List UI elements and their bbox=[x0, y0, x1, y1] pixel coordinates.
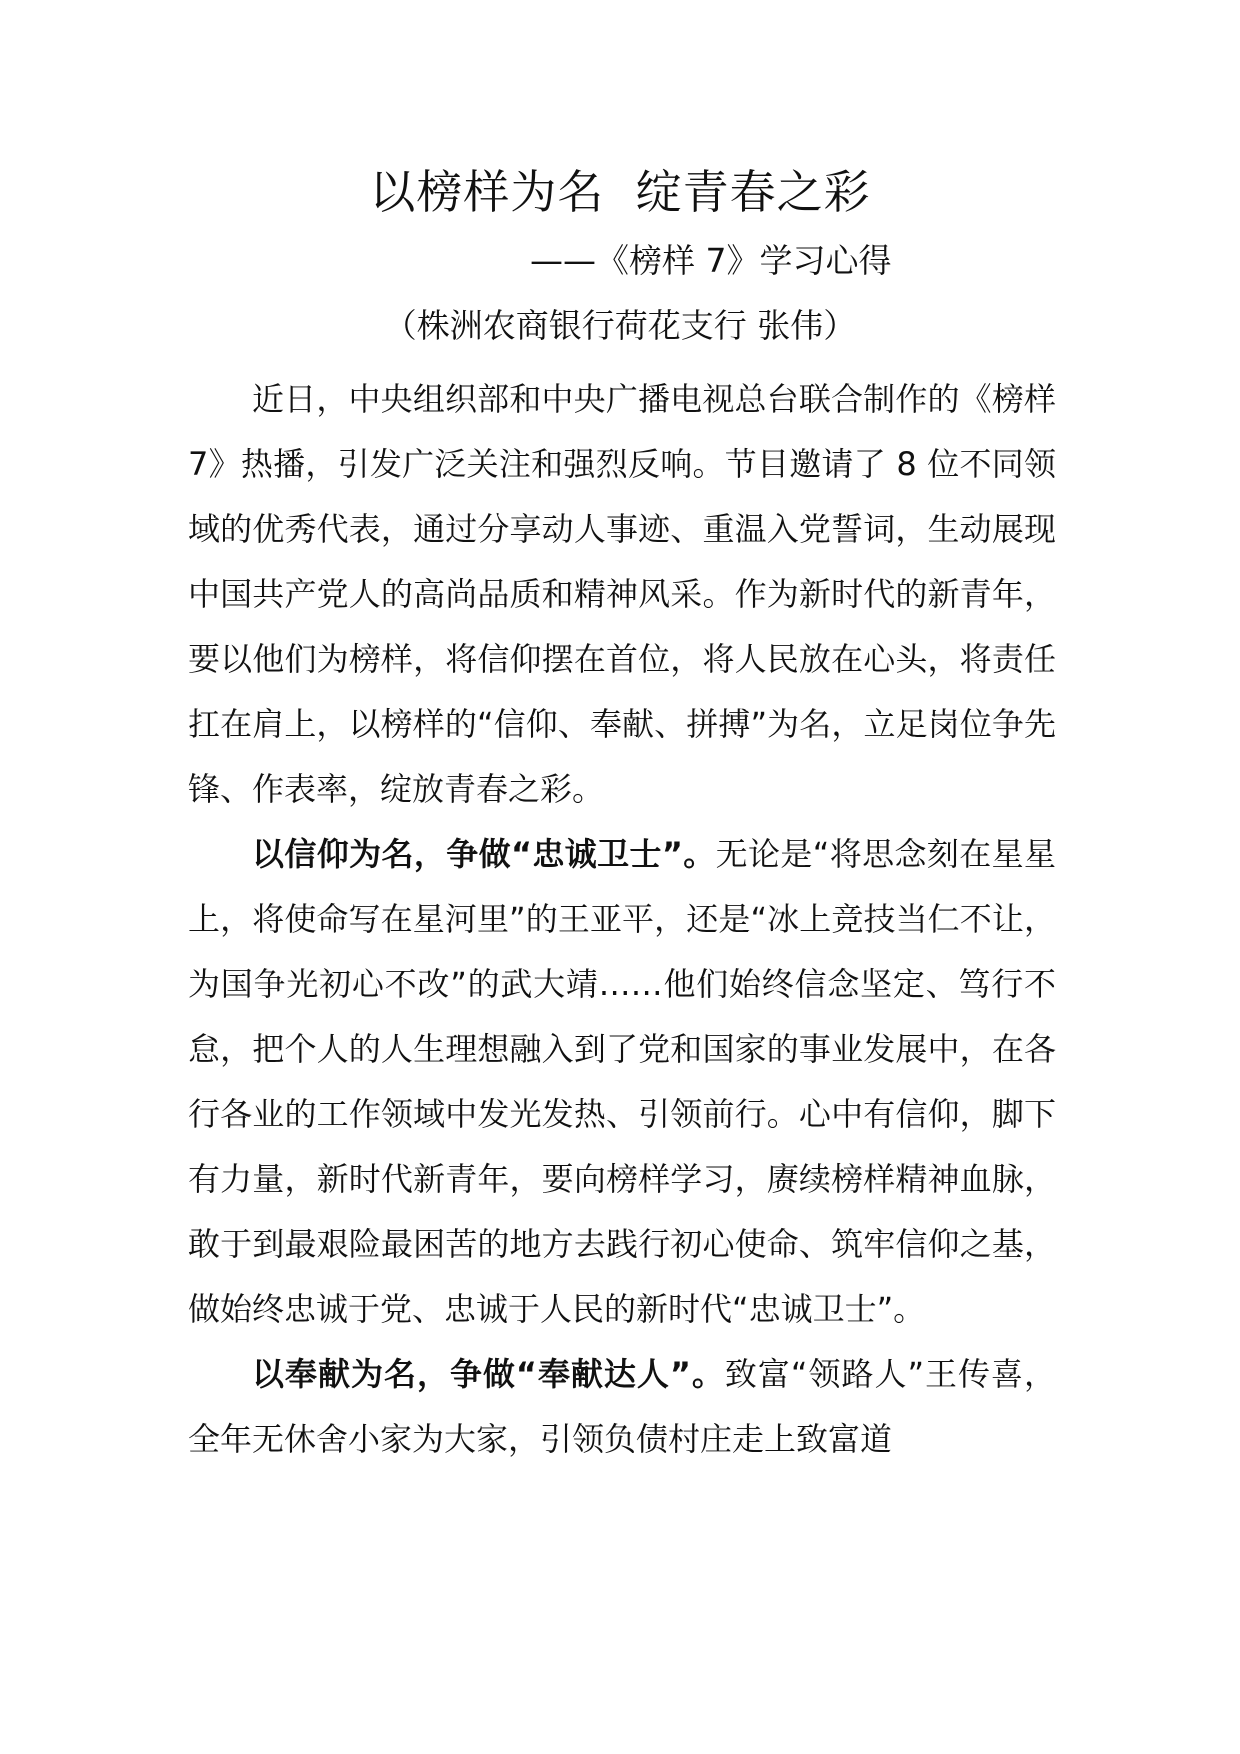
paragraph-lead: 以奉献为名，争做“奉献达人”。 bbox=[252, 1355, 725, 1393]
document-body bbox=[188, 367, 1056, 1472]
paragraph-intro bbox=[188, 367, 1056, 822]
paragraph-lead: 以信仰为名，争做“忠诚卫士”。 bbox=[252, 835, 716, 873]
document-subtitle: ——《榜样 7》学习心得 bbox=[530, 241, 892, 280]
paragraph-faith bbox=[188, 822, 1056, 1342]
paragraph-text: 无论是“将思念刻在星星上，将使命写在星河里”的王亚平，还是“冰上竞技当仁不让，为国争光初心不改”的武大靖……他们始终信念坚定、笃行不怠，把个人的人生理想融入到了党和国家的事业发展中，在各行各业的工作领域中发光发热、引领前行。心中有信仰，脚下有力量，新时代新青年，要向榜样学习，赓续榜样精神血脉，敢于到最艰险最困苦的地方去践行初心使命、筑牢信仰之基，做始终忠诚于党、忠诚于人民的新时代“忠诚卫士”。 bbox=[188, 835, 1056, 1328]
document-author: （株洲农商银行荷花支行 张伟） bbox=[383, 306, 857, 345]
document-title: 以榜样为名 绽青春之彩 bbox=[369, 165, 871, 219]
paragraph-text: 致富“领路人”王传喜，全年无休舍小家为大家，引领负债村庄走上致富道 bbox=[188, 1355, 1056, 1458]
paragraph-dedication bbox=[188, 1342, 1056, 1472]
paragraph-text: 近日，中央组织部和中央广播电视总台联合制作的《榜样 7》热播，引发广泛关注和强烈反响。节目邀请了 8 位不同领域的优秀代表，通过分享动人事迹、重温入党誓词，生动展现中国共产党人的高尚品质和精神风采。作为新时代的新青年，要以他们为榜样，将信仰摆在首位，将人民放在心头，将责任扛在肩上，以榜样的“信仰、奉献、拼搏”为名，立足岗位争先锋、作表率，绽放青春之彩。 bbox=[188, 380, 1056, 808]
